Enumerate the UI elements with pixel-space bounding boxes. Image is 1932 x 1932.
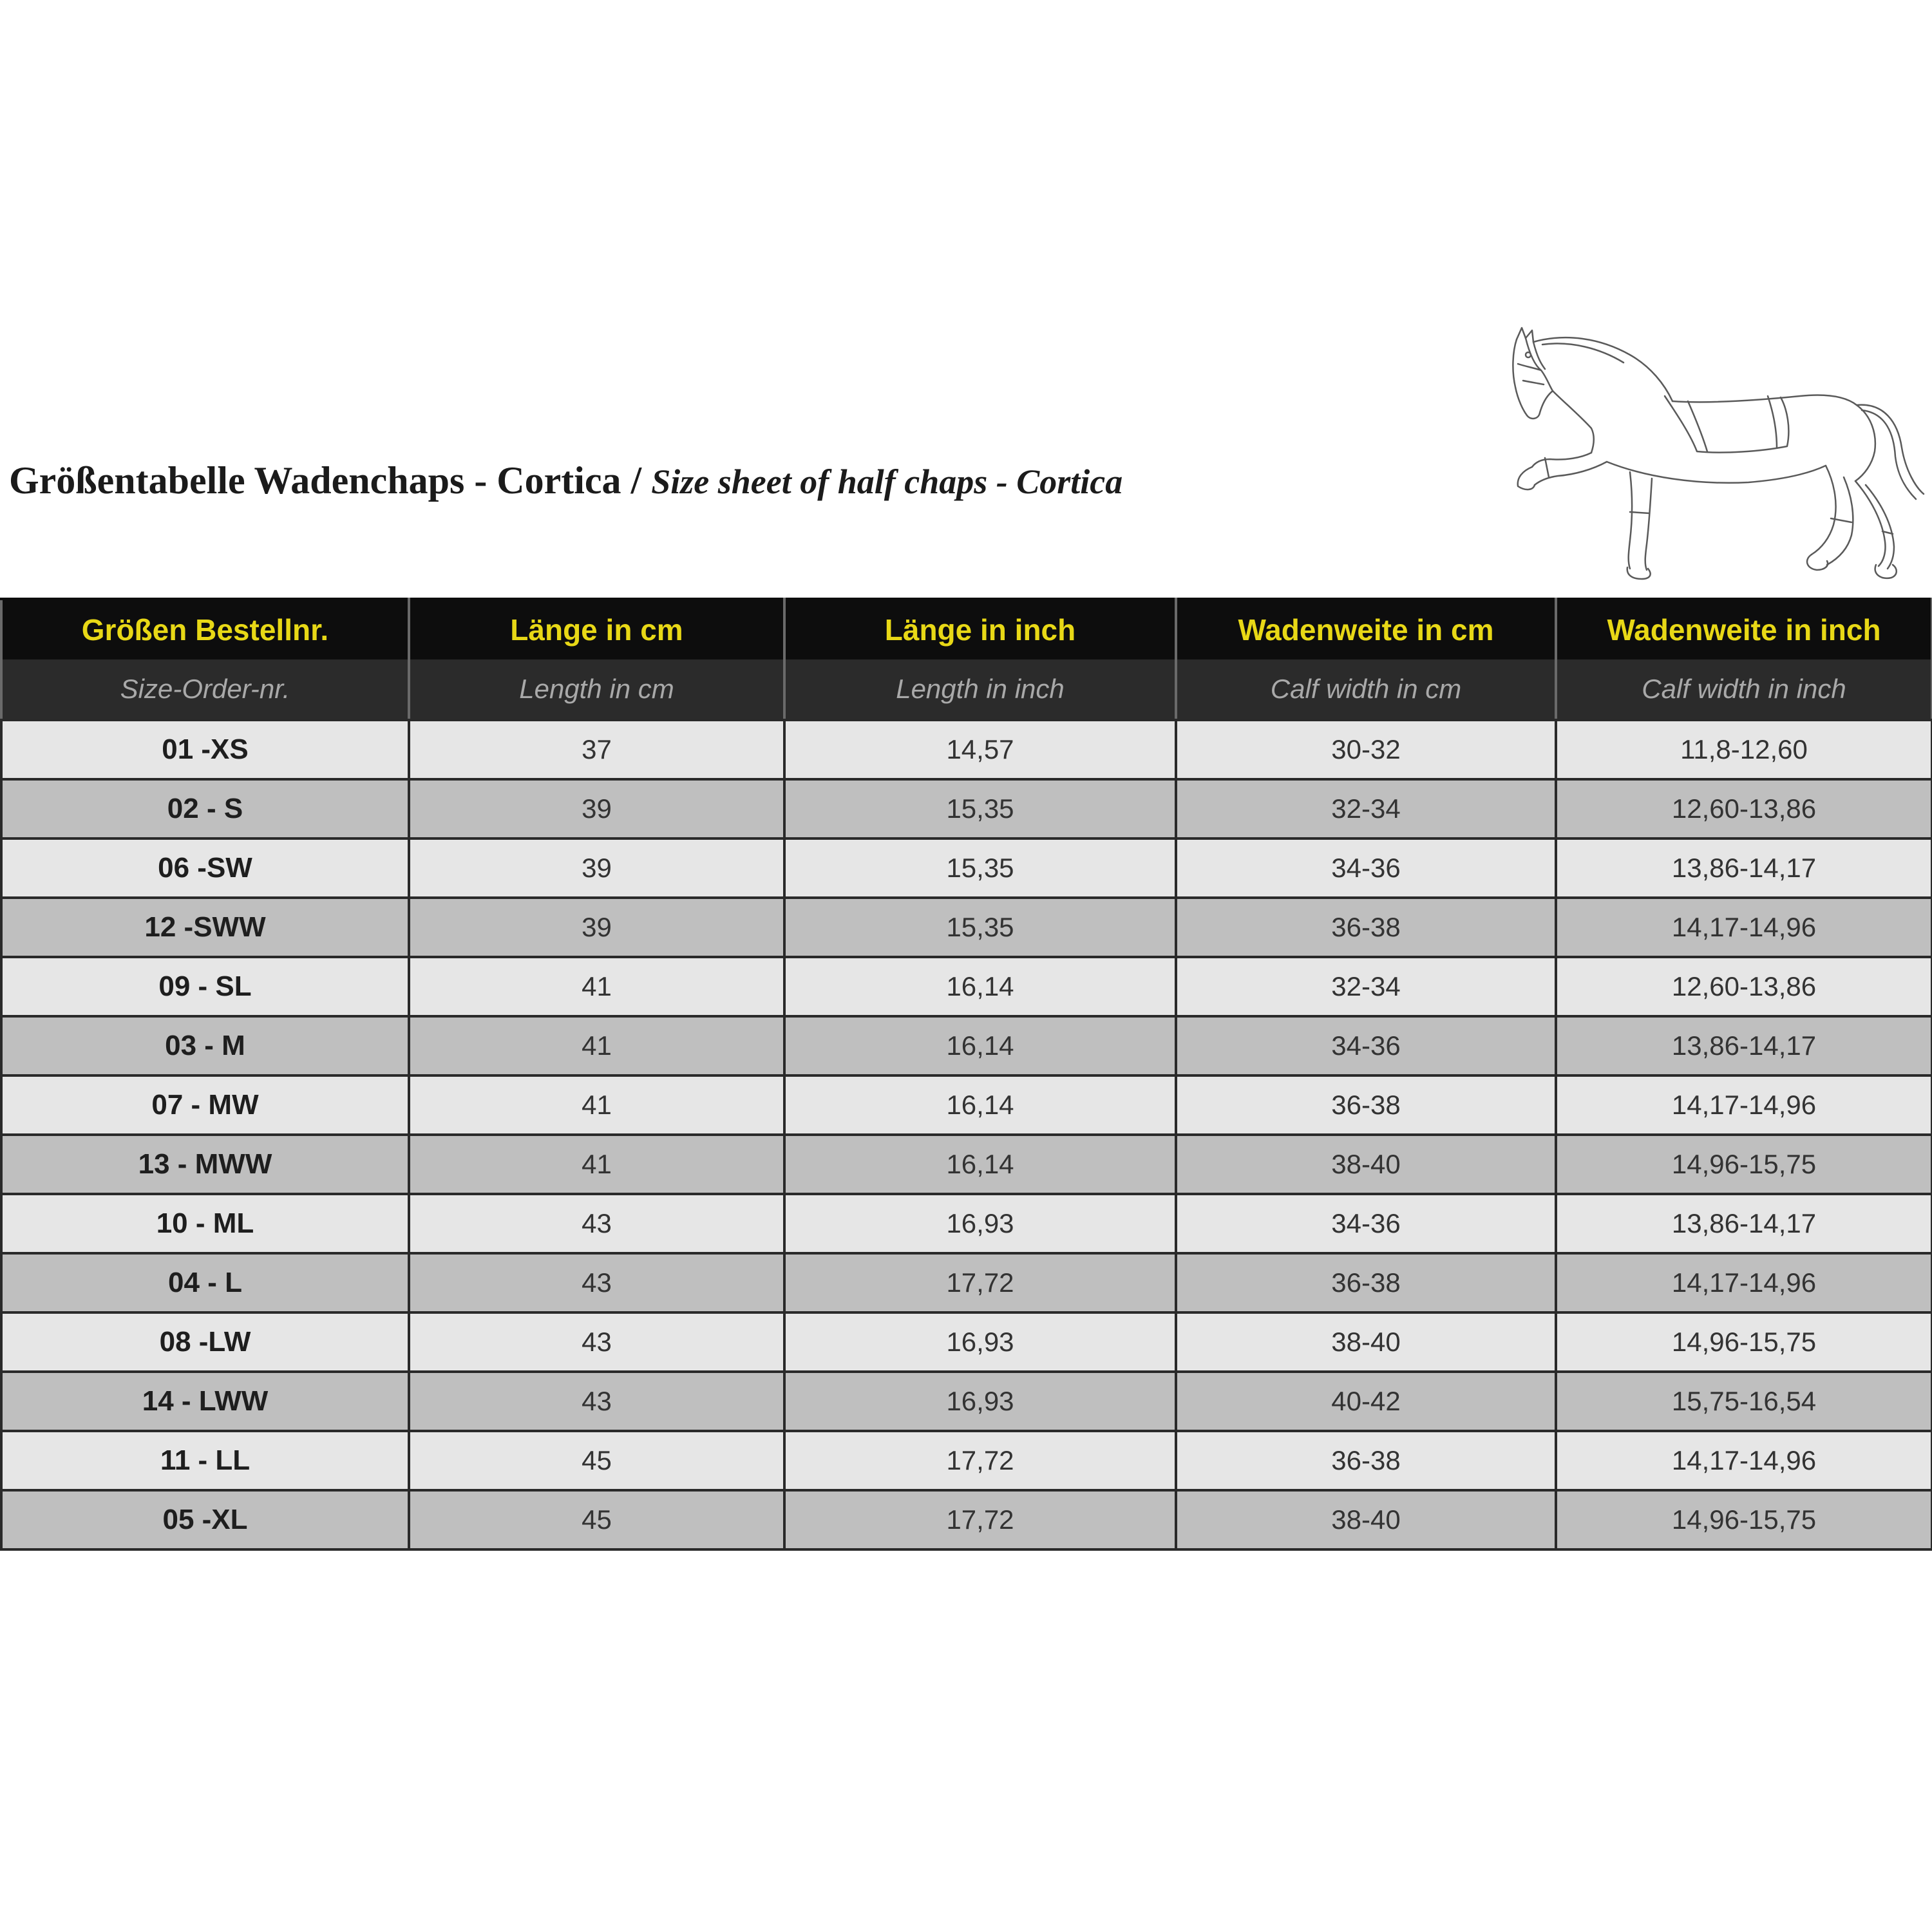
calf-width-inch-cell: 14,17-14,96 [1556,1253,1932,1312]
length-inch-cell: 16,93 [784,1312,1176,1372]
header-row-german [1,599,1932,659]
length-cm-cell: 41 [409,1075,784,1135]
size-cell: 14 - LWW [1,1372,409,1431]
table-row [1,898,1932,957]
length-cm-cell: 45 [409,1490,784,1549]
calf-width-cm-cell: 34-36 [1176,1194,1556,1253]
calf-width-inch-cell: 13,86-14,17 [1556,1016,1932,1075]
calf-width-cm-cell: 36-38 [1176,1075,1556,1135]
length-inch-cell: 14,57 [784,720,1176,779]
table-row [1,957,1932,1016]
size-cell: 13 - MWW [1,1135,409,1194]
length-cm-cell: 43 [409,1194,784,1253]
calf-width-cm-cell: 32-34 [1176,779,1556,838]
table-row [1,1135,1932,1194]
size-cell: 02 - S [1,779,409,838]
page-title [9,461,1122,500]
size-cell: 06 -SW [1,838,409,898]
size-cell: 03 - M [1,1016,409,1075]
length-inch-cell: 15,35 [784,898,1176,957]
table-row [1,720,1932,779]
length-inch-cell: 16,14 [784,1016,1176,1075]
length-cm-cell: 37 [409,720,784,779]
calf-width-cm-cell: 34-36 [1176,838,1556,898]
table-row [1,1312,1932,1372]
size-table [0,598,1932,1551]
length-cm-cell: 43 [409,1312,784,1372]
length-inch-cell: 16,14 [784,1135,1176,1194]
length-cm-cell: 39 [409,838,784,898]
calf-width-cm-cell: 38-40 [1176,1490,1556,1549]
size-cell: 08 -LW [1,1312,409,1372]
calf-width-inch-cell: 14,17-14,96 [1556,1075,1932,1135]
table-row [1,1194,1932,1253]
title-german: Größentabelle Wadenchaps - Cortica [9,459,621,502]
title-english: Size sheet of half chaps - Cortica [651,462,1123,501]
calf-width-inch-cell: 12,60-13,86 [1556,957,1932,1016]
length-cm-cell: 43 [409,1372,784,1431]
calf-width-inch-cell: 14,17-14,96 [1556,898,1932,957]
calf-width-cm-cell: 34-36 [1176,1016,1556,1075]
table-row [1,1490,1932,1549]
length-cm-cell: 39 [409,779,784,838]
table-row [1,838,1932,898]
table-row [1,1016,1932,1075]
calf-width-inch-cell: 14,96-15,75 [1556,1312,1932,1372]
length-inch-cell: 16,14 [784,957,1176,1016]
table-row [1,1075,1932,1135]
size-cell: 09 - SL [1,957,409,1016]
length-inch-cell: 16,93 [784,1194,1176,1253]
size-cell: 12 -SWW [1,898,409,957]
length-inch-cell: 17,72 [784,1490,1176,1549]
subheader-length-inch: Length in inch [784,659,1176,720]
size-table-body [1,720,1932,1549]
calf-width-inch-cell: 15,75-16,54 [1556,1372,1932,1431]
length-cm-cell: 41 [409,1135,784,1194]
calf-width-cm-cell: 36-38 [1176,1431,1556,1490]
subheader-size-order: Size-Order-nr. [1,659,409,720]
header-row-english [1,659,1932,720]
length-inch-cell: 16,93 [784,1372,1176,1431]
length-cm-cell: 41 [409,957,784,1016]
size-cell: 07 - MW [1,1075,409,1135]
length-inch-cell: 15,35 [784,779,1176,838]
table-row [1,779,1932,838]
subheader-length-cm: Length in cm [409,659,784,720]
table-row [1,1431,1932,1490]
size-cell: 01 -XS [1,720,409,779]
calf-width-inch-cell: 14,96-15,75 [1556,1490,1932,1549]
length-cm-cell: 45 [409,1431,784,1490]
length-cm-cell: 43 [409,1253,784,1312]
length-inch-cell: 17,72 [784,1253,1176,1312]
header-calf-width-inch: Wadenweite in inch [1556,599,1932,659]
table-row [1,1253,1932,1312]
subheader-calf-width-cm: Calf width in cm [1176,659,1556,720]
length-inch-cell: 16,14 [784,1075,1176,1135]
header-calf-width-cm: Wadenweite in cm [1176,599,1556,659]
header-length-cm: Länge in cm [409,599,784,659]
calf-width-cm-cell: 38-40 [1176,1135,1556,1194]
length-cm-cell: 41 [409,1016,784,1075]
calf-width-cm-cell: 40-42 [1176,1372,1556,1431]
calf-width-inch-cell: 11,8-12,60 [1556,720,1932,779]
calf-width-cm-cell: 36-38 [1176,1253,1556,1312]
calf-width-cm-cell: 36-38 [1176,898,1556,957]
title-separator: / [621,459,652,502]
table-row [1,1372,1932,1431]
calf-width-cm-cell: 30-32 [1176,720,1556,779]
length-inch-cell: 15,35 [784,838,1176,898]
size-cell: 05 -XL [1,1490,409,1549]
header-length-inch: Länge in inch [784,599,1176,659]
size-cell: 10 - ML [1,1194,409,1253]
length-inch-cell: 17,72 [784,1431,1176,1490]
calf-width-inch-cell: 13,86-14,17 [1556,838,1932,898]
calf-width-inch-cell: 14,96-15,75 [1556,1135,1932,1194]
calf-width-inch-cell: 14,17-14,96 [1556,1431,1932,1490]
subheader-calf-width-inch: Calf width in inch [1556,659,1932,720]
calf-width-inch-cell: 13,86-14,17 [1556,1194,1932,1253]
size-cell: 11 - LL [1,1431,409,1490]
length-cm-cell: 39 [409,898,784,957]
calf-width-inch-cell: 12,60-13,86 [1556,779,1932,838]
size-cell: 04 - L [1,1253,409,1312]
header-size-order: Größen Bestellnr. [1,599,409,659]
calf-width-cm-cell: 32-34 [1176,957,1556,1016]
horse-sketch-icon [1504,325,1926,583]
calf-width-cm-cell: 38-40 [1176,1312,1556,1372]
